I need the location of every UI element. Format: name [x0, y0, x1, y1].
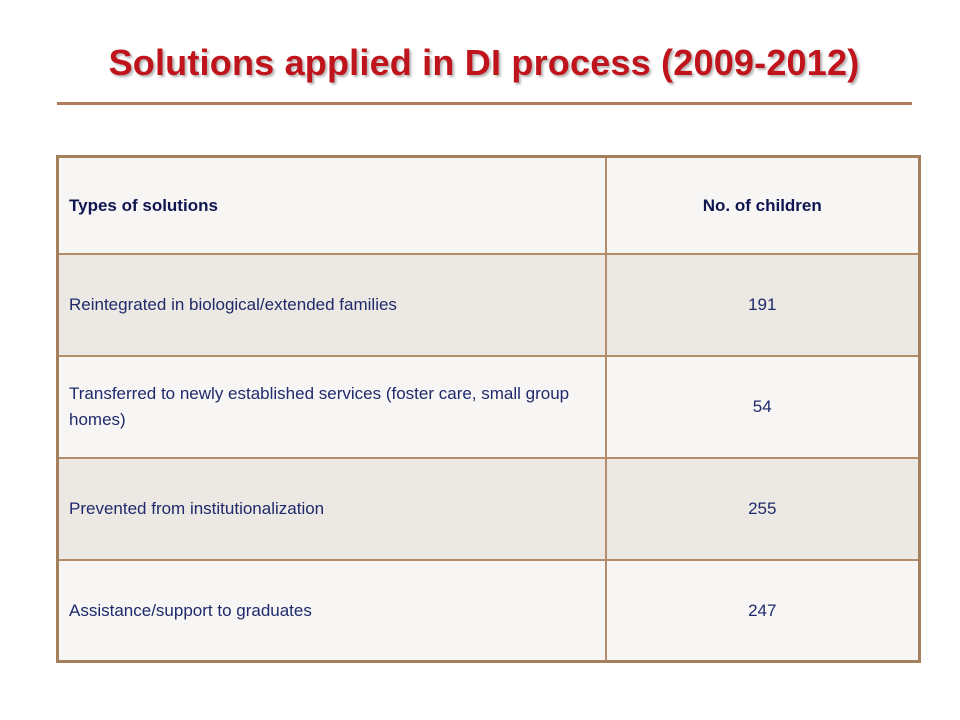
- solution-type-cell: Reintegrated in biological/extended families: [58, 254, 606, 356]
- solution-type-cell: Transferred to newly established services (foster care, small group homes): [58, 356, 606, 458]
- table-row: [58, 458, 920, 560]
- solution-type-cell: Prevented from institutionalization: [58, 458, 606, 560]
- children-count-cell: 255: [606, 458, 920, 560]
- table-row: [58, 560, 920, 662]
- table-header-row: [58, 157, 920, 254]
- children-count-cell: 54: [606, 356, 920, 458]
- table-row: [58, 356, 920, 458]
- children-count-cell: 191: [606, 254, 920, 356]
- title-underline-divider: [57, 102, 912, 105]
- solutions-table: [56, 155, 921, 663]
- table-row: [58, 254, 920, 356]
- children-count-cell: 247: [606, 560, 920, 662]
- header-types-of-solutions: Types of solutions: [58, 157, 606, 254]
- header-no-of-children: No. of children: [606, 157, 920, 254]
- solution-type-cell: Assistance/support to graduates: [58, 560, 606, 662]
- slide-title: Solutions applied in DI process (2009-2012): [108, 42, 860, 83]
